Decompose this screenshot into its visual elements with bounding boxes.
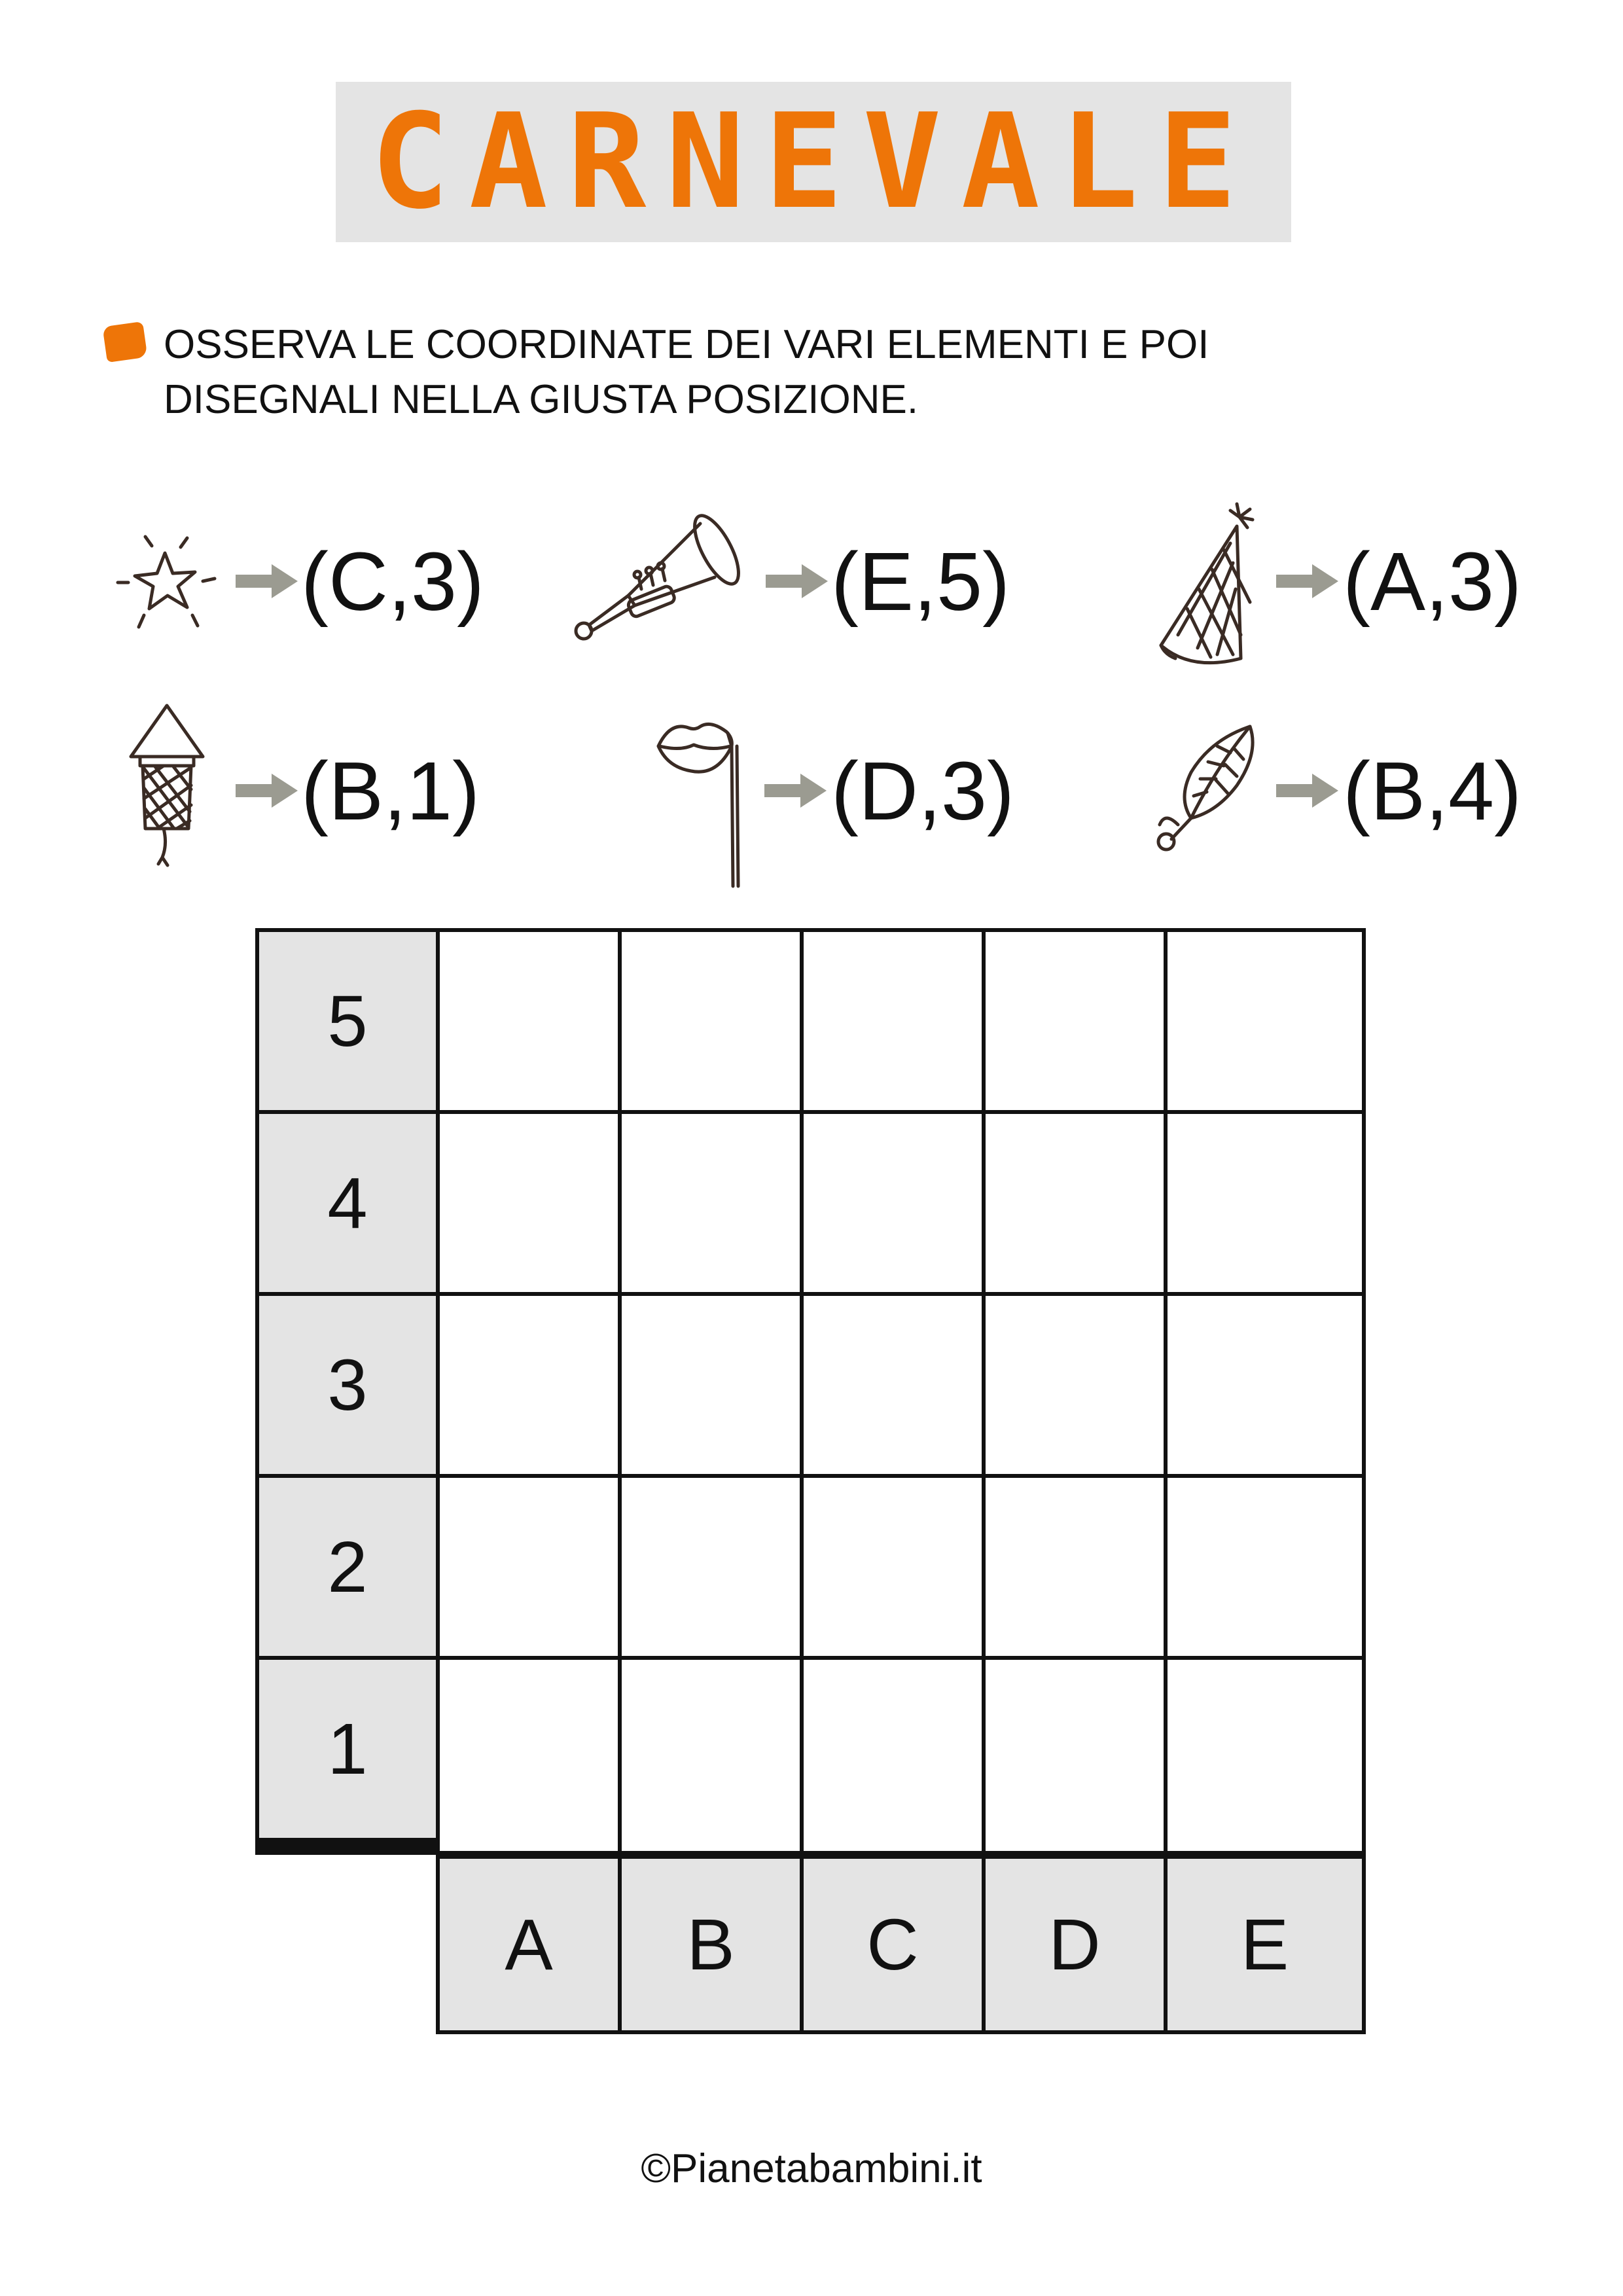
item-party-hat	[1152, 491, 1558, 661]
arrow-icon	[1276, 563, 1338, 600]
column-label: E	[1168, 1859, 1362, 2030]
grid-cell-A2[interactable]	[440, 1478, 618, 1656]
trumpet-icon	[569, 504, 753, 661]
lips-mask-icon	[654, 713, 746, 897]
column-label: B	[622, 1859, 800, 2030]
grid-cell-D4[interactable]	[986, 1114, 1164, 1292]
arrow-icon	[1276, 772, 1338, 809]
row-label: 4	[259, 1114, 436, 1292]
grid-cell-A5[interactable]	[440, 932, 618, 1110]
item-feather	[1152, 713, 1558, 884]
grid-cell-E1[interactable]	[1168, 1660, 1362, 1851]
item-trumpet	[569, 497, 1027, 668]
grid-cell-A1[interactable]	[440, 1660, 618, 1851]
grid-cell-E3[interactable]	[1168, 1296, 1362, 1474]
item-firework-rocket	[118, 700, 510, 870]
instruction-line-2: DISEGNALI NELLA GIUSTA POSIZIONE.	[164, 377, 919, 422]
feather-icon	[1152, 713, 1263, 857]
grid-cell-E5[interactable]	[1168, 932, 1362, 1110]
page-title: CARNEVALE	[370, 85, 1257, 238]
item-lips-mask	[654, 713, 1047, 884]
coordinate-label: (D,3)	[831, 745, 1014, 837]
grid-cell-E2[interactable]	[1168, 1478, 1362, 1656]
row-label: 1	[259, 1660, 436, 1838]
instruction-line-1: OSSERVA LE COORDINATE DEI VARI ELEMENTI E POI	[164, 322, 1209, 367]
coordinate-label: (B,4)	[1343, 745, 1522, 837]
grid-cell-B5[interactable]	[622, 932, 800, 1110]
grid-cell-B2[interactable]	[622, 1478, 800, 1656]
grid-cell-C4[interactable]	[804, 1114, 982, 1292]
grid-cell-B3[interactable]	[622, 1296, 800, 1474]
footer-copyright: ©Pianetabambini.it	[641, 2146, 982, 2191]
title-banner	[336, 82, 1291, 242]
item-star	[105, 497, 510, 668]
row-label: 3	[259, 1296, 436, 1474]
grid-cell-D2[interactable]	[986, 1478, 1164, 1656]
grid-cell-C2[interactable]	[804, 1478, 982, 1656]
row-label: 5	[259, 932, 436, 1110]
grid-cell-E4[interactable]	[1168, 1114, 1362, 1292]
coordinate-label: (C,3)	[301, 535, 484, 628]
instruction-text	[164, 317, 1505, 427]
grid-cell-A3[interactable]	[440, 1296, 618, 1474]
arrow-icon	[766, 563, 828, 600]
grid-cell-D3[interactable]	[986, 1296, 1164, 1474]
grid-cell-C1[interactable]	[804, 1660, 982, 1851]
column-label: D	[986, 1859, 1164, 2030]
star-icon	[105, 517, 223, 648]
grid-cell-B1[interactable]	[622, 1660, 800, 1851]
grid-cell-B4[interactable]	[622, 1114, 800, 1292]
arrow-icon	[236, 772, 298, 809]
coordinate-label: (B,1)	[301, 745, 480, 837]
grid-cell-C3[interactable]	[804, 1296, 982, 1474]
row-label: 2	[259, 1478, 436, 1656]
party-hat-icon	[1152, 491, 1257, 681]
column-label: A	[440, 1859, 618, 2030]
firework-rocket-icon	[118, 700, 216, 870]
grid-cell-D5[interactable]	[986, 932, 1164, 1110]
coordinate-label: (A,3)	[1343, 535, 1522, 628]
grid-cell-A4[interactable]	[440, 1114, 618, 1292]
grid-cell-D1[interactable]	[986, 1660, 1164, 1851]
arrow-icon	[764, 772, 827, 809]
coordinate-label: (E,5)	[831, 535, 1010, 628]
arrow-icon	[236, 563, 298, 600]
column-label: C	[804, 1859, 982, 2030]
orange-bullet-icon	[102, 321, 147, 363]
grid-cell-C5[interactable]	[804, 932, 982, 1110]
